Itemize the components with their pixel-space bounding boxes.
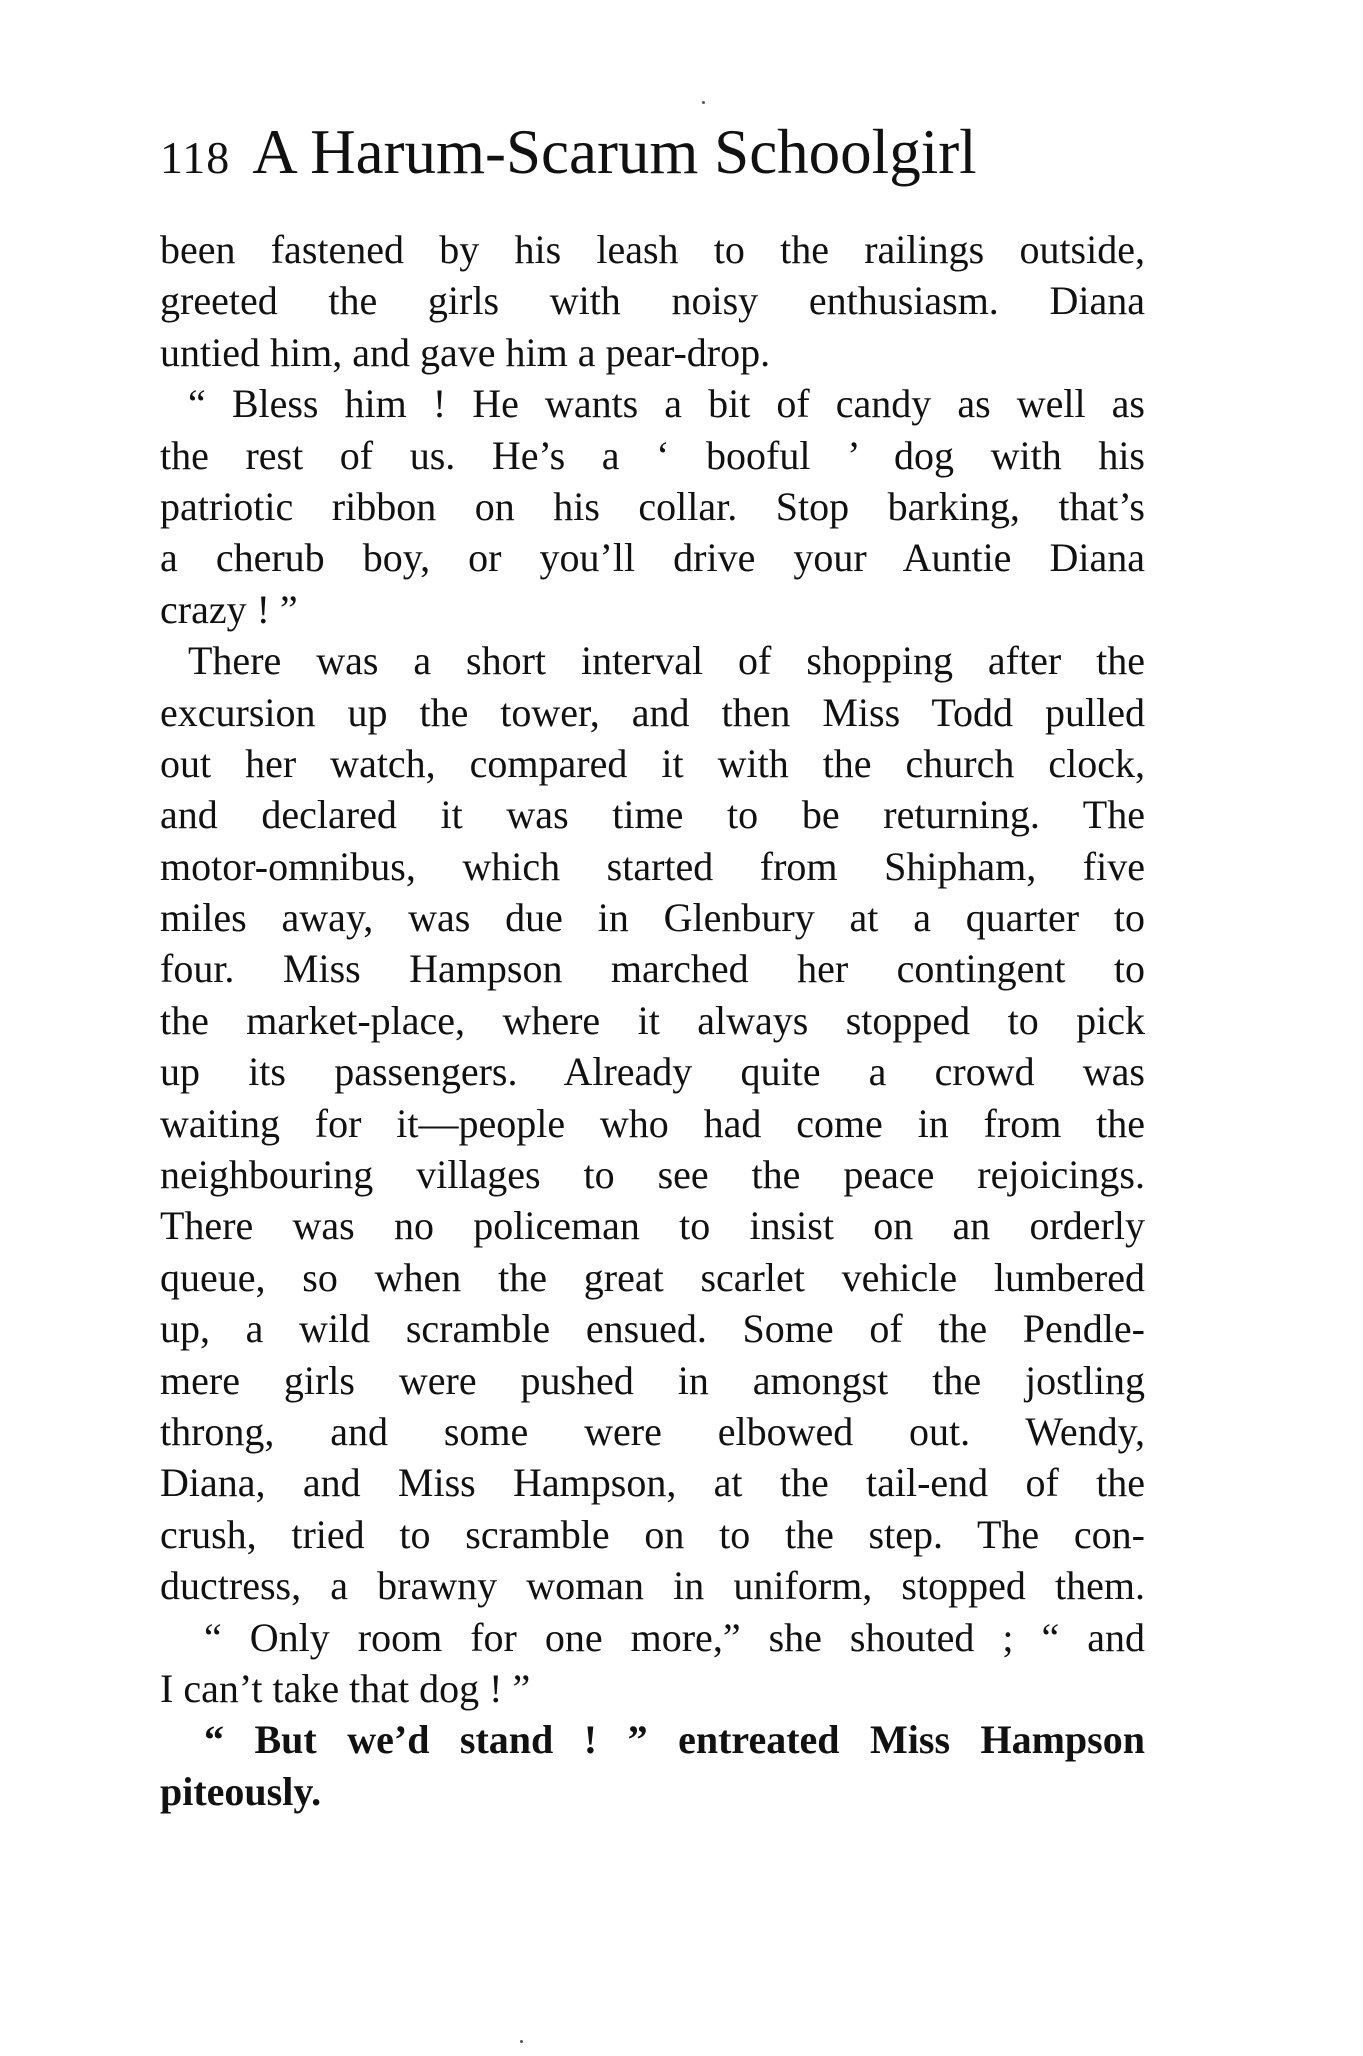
text-line: Diana, and Miss Hampson, at the tail-end of the: [160, 1460, 1145, 1506]
text-line: out her watch, compared it with the church clock,: [160, 740, 1145, 786]
text-line: untied him, and gave him a pear-drop.: [160, 329, 771, 375]
text-line: mere girls were pushed in amongst the jostling: [160, 1357, 1145, 1403]
text-line: ductress, a brawny woman in uniform, stopped them.: [160, 1563, 1145, 1609]
text-line: queue, so when the great scarlet vehicle lumbered: [160, 1254, 1145, 1300]
text-line: There was no policeman to insist on an orderly: [160, 1203, 1145, 1249]
text-line: motor-omnibus, which started from Shipham, five: [160, 843, 1145, 889]
text-line: and declared it was time to be returning. The: [160, 792, 1145, 838]
text-line: the rest of us. He’s a ‘ booful ’ dog with his: [160, 432, 1145, 478]
print-speck: [702, 101, 705, 104]
text-line: neighbouring villages to see the peace rejoicings.: [160, 1152, 1145, 1198]
running-head: [160, 116, 1160, 196]
text-line: up, a wild scramble ensued. Some of the Pendle-: [160, 1306, 1145, 1352]
text-line: I can’t take that dog ! ”: [160, 1665, 531, 1711]
text-line: been fastened by his leash to the railings outside,: [160, 227, 1145, 272]
text-line: waiting for it—people who had come in from the: [160, 1100, 1145, 1146]
text-line: piteously.: [160, 1768, 322, 1814]
text-line: four. Miss Hampson marched her contingent to: [160, 946, 1145, 992]
text-line: crazy ! ”: [160, 586, 298, 632]
body-text: [160, 224, 1145, 1817]
text-line: the market-place, where it always stopped to pick: [160, 997, 1145, 1043]
text-line: greeted the girls with noisy enthusiasm. Diana: [160, 278, 1145, 324]
text-line: “ But we’d stand ! ” entreated Miss Hampson: [204, 1717, 1145, 1763]
text-line: a cherub boy, or you’ll drive your Auntie Diana: [160, 535, 1145, 581]
text-line: excursion up the tower, and then Miss Todd pulled: [160, 689, 1145, 735]
text-line: crush, tried to scramble on to the step. The con-: [160, 1511, 1145, 1557]
print-speck: [520, 2040, 523, 2043]
text-line: “ Only room for one more,” she shouted ; “ and: [204, 1614, 1145, 1660]
text-line: “ Bless him ! He wants a bit of candy as well as: [188, 381, 1145, 427]
page-number: 118: [160, 132, 231, 183]
text-line: There was a short interval of shopping after the: [188, 638, 1145, 684]
text-line: throng, and some were elbowed out. Wendy,: [160, 1408, 1145, 1454]
text-line: up its passengers. Already quite a crowd was: [160, 1049, 1145, 1095]
text-line: patriotic ribbon on his collar. Stop barking, that’s: [160, 483, 1145, 529]
text-line: miles away, was due in Glenbury at a quarter to: [160, 895, 1145, 941]
running-title: A Harum-Scarum Schoolgirl: [252, 117, 977, 187]
